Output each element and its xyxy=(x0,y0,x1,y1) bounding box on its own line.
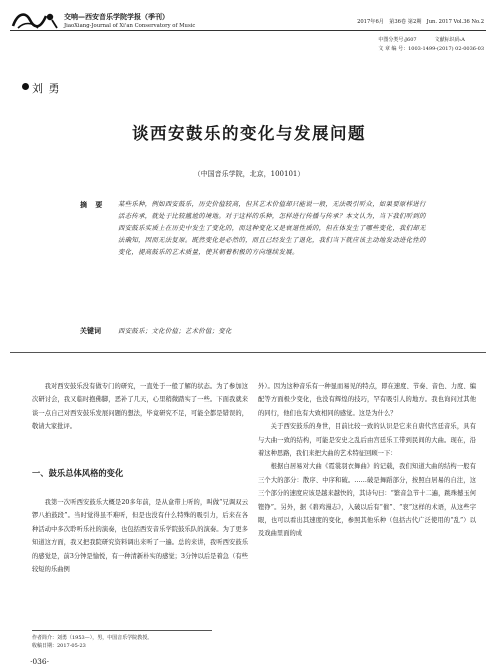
abstract-label: 摘 要 xyxy=(80,201,106,209)
journal-logo xyxy=(10,8,60,32)
body-right-column xyxy=(258,380,476,541)
article-identifiers xyxy=(378,36,484,53)
footnote-divider xyxy=(32,630,212,631)
article-number: 文 章 编 号：1003-1499-(2017) 02-0036-03 xyxy=(378,45,484,52)
journal-name-en: JiaoXiang-Journal of Xi'an Conservatory of Music xyxy=(64,23,196,29)
keywords-text: 西安鼓乐；文化价值；艺术价值；变化 xyxy=(118,327,232,335)
author-name: 刘 勇 xyxy=(32,82,61,95)
body-intro xyxy=(32,380,248,434)
abstract-text: 某些乐种，例如西安鼓乐，历史价值较高，但其艺术价值却只能说一般，无法吸引听众，如果要原样进行活态传承，就处于比较尴尬的境地。对于这样的乐种，怎样进行传播与传承？本文认为，当下我们听到的西安鼓乐实质上在历史中发生了变化的，而这种变化又是衰退性质的，但在体发生了哪些变化，我们却无法确知，因而无法复原。既然变化是必然的，而且已经发生了退化，我们当下就应该主动地发动进化性的变化，提高鼓乐的艺术质量，使其朝着积极的方向继续发展。 xyxy=(118,200,426,256)
right-paragraph-2: 关于西安鼓乐的身世，目前比较一致的认识是它来自唐代宫廷音乐，具有与大曲一致的结构，可能是安史之乱后由宫廷乐工带到民间的大曲。现在，沿着这种思路，我们来把大曲的艺术特征回顾一下： xyxy=(258,423,476,458)
right-paragraph-3: 根据白居易对大曲《霓裳羽衣舞曲》的记载，我们知道大曲的结构一般有三个大的部分：散序、中序和破。……破是舞蹈部分，按照白居易的自注，这三个部分的速度应该是越来越快的，其诗句曰：“繁音急节十二遍，跳珠撼玉何铿铮”。另外，据《碧鸡漫志》，入破以后有“催”、“衮”这样的术语，从这些字眼，也可以看出其速度的变化，参照其他乐种（包括古代广泛使用的“乱”）以及戏曲里面的成 xyxy=(258,463,476,538)
footnote xyxy=(32,634,152,650)
body-section-left xyxy=(32,496,248,576)
clc-number: 中图分类号:J607 xyxy=(378,37,417,43)
header-divider xyxy=(10,30,486,31)
received-date: 收稿日期：2017-05-23 xyxy=(32,643,86,649)
abstract-divider xyxy=(10,352,486,353)
author-note: 作者简介：刘勇（1953—），男，中国音乐学院教授。 xyxy=(32,635,153,641)
section-paragraph: 我第一次听西安鼓乐大概是20多年前，是从盒带上听的，叫做“兄调双云锣八拍鼓段”。当时觉得虽不难听，但是也没有什么特殊的吸引力，后来在各种活动中多次聆听乐社的演奏，也包括西安音乐学院鼓乐队的演奏。为了更多知道这方面，我又把我院研究资料调出来听了一遍。总的来讲，我听西安鼓乐的感觉是，前3分钟是愉悦，有一种清新朴实的感觉；3分钟以后是着急（有些较短的乐曲例 xyxy=(32,499,248,574)
document-code: 文献标识码:A xyxy=(434,37,465,43)
intro-paragraph: 我对西安鼓乐没有做专门的研究，一直处于一般了解的状态。为了参加这次研讨会，我又临时抱佛脚，恶补了几天，心里稍微踏实了一些。下面我就来谈一点自己对西安鼓乐发展问题的想法，毕竟研究不足，可能全都是错误的，敬请大家批评。 xyxy=(32,383,248,431)
article-title: 谈西安鼓乐的变化与发展问题 xyxy=(132,124,366,143)
author-bullet xyxy=(22,83,29,90)
keywords-label: 关键词 xyxy=(80,327,101,335)
right-paragraph-1: 外）。因为这种音乐有一种显而易见的特点，即在速度、节奏、音色、力度、编配等方面极少变化，也没有辉煌的技巧，罕有吸引人的地方。我也询问过其他的同行，他们也有大致相同的感觉。这是为什么？ xyxy=(258,383,476,417)
journal-name-cn: 交响—西安音乐学院学报（季刊） xyxy=(64,12,169,21)
author-affiliation: （中国音乐学院，北京，100101） xyxy=(193,170,305,178)
issue-info: 2017年6月 第36卷 第2期 Jun. 2017 Vol.36 No.2 xyxy=(357,19,484,25)
section-heading: 一、鼓乐总体风格的变化 xyxy=(32,468,124,478)
page-number: ·036· xyxy=(30,657,50,666)
